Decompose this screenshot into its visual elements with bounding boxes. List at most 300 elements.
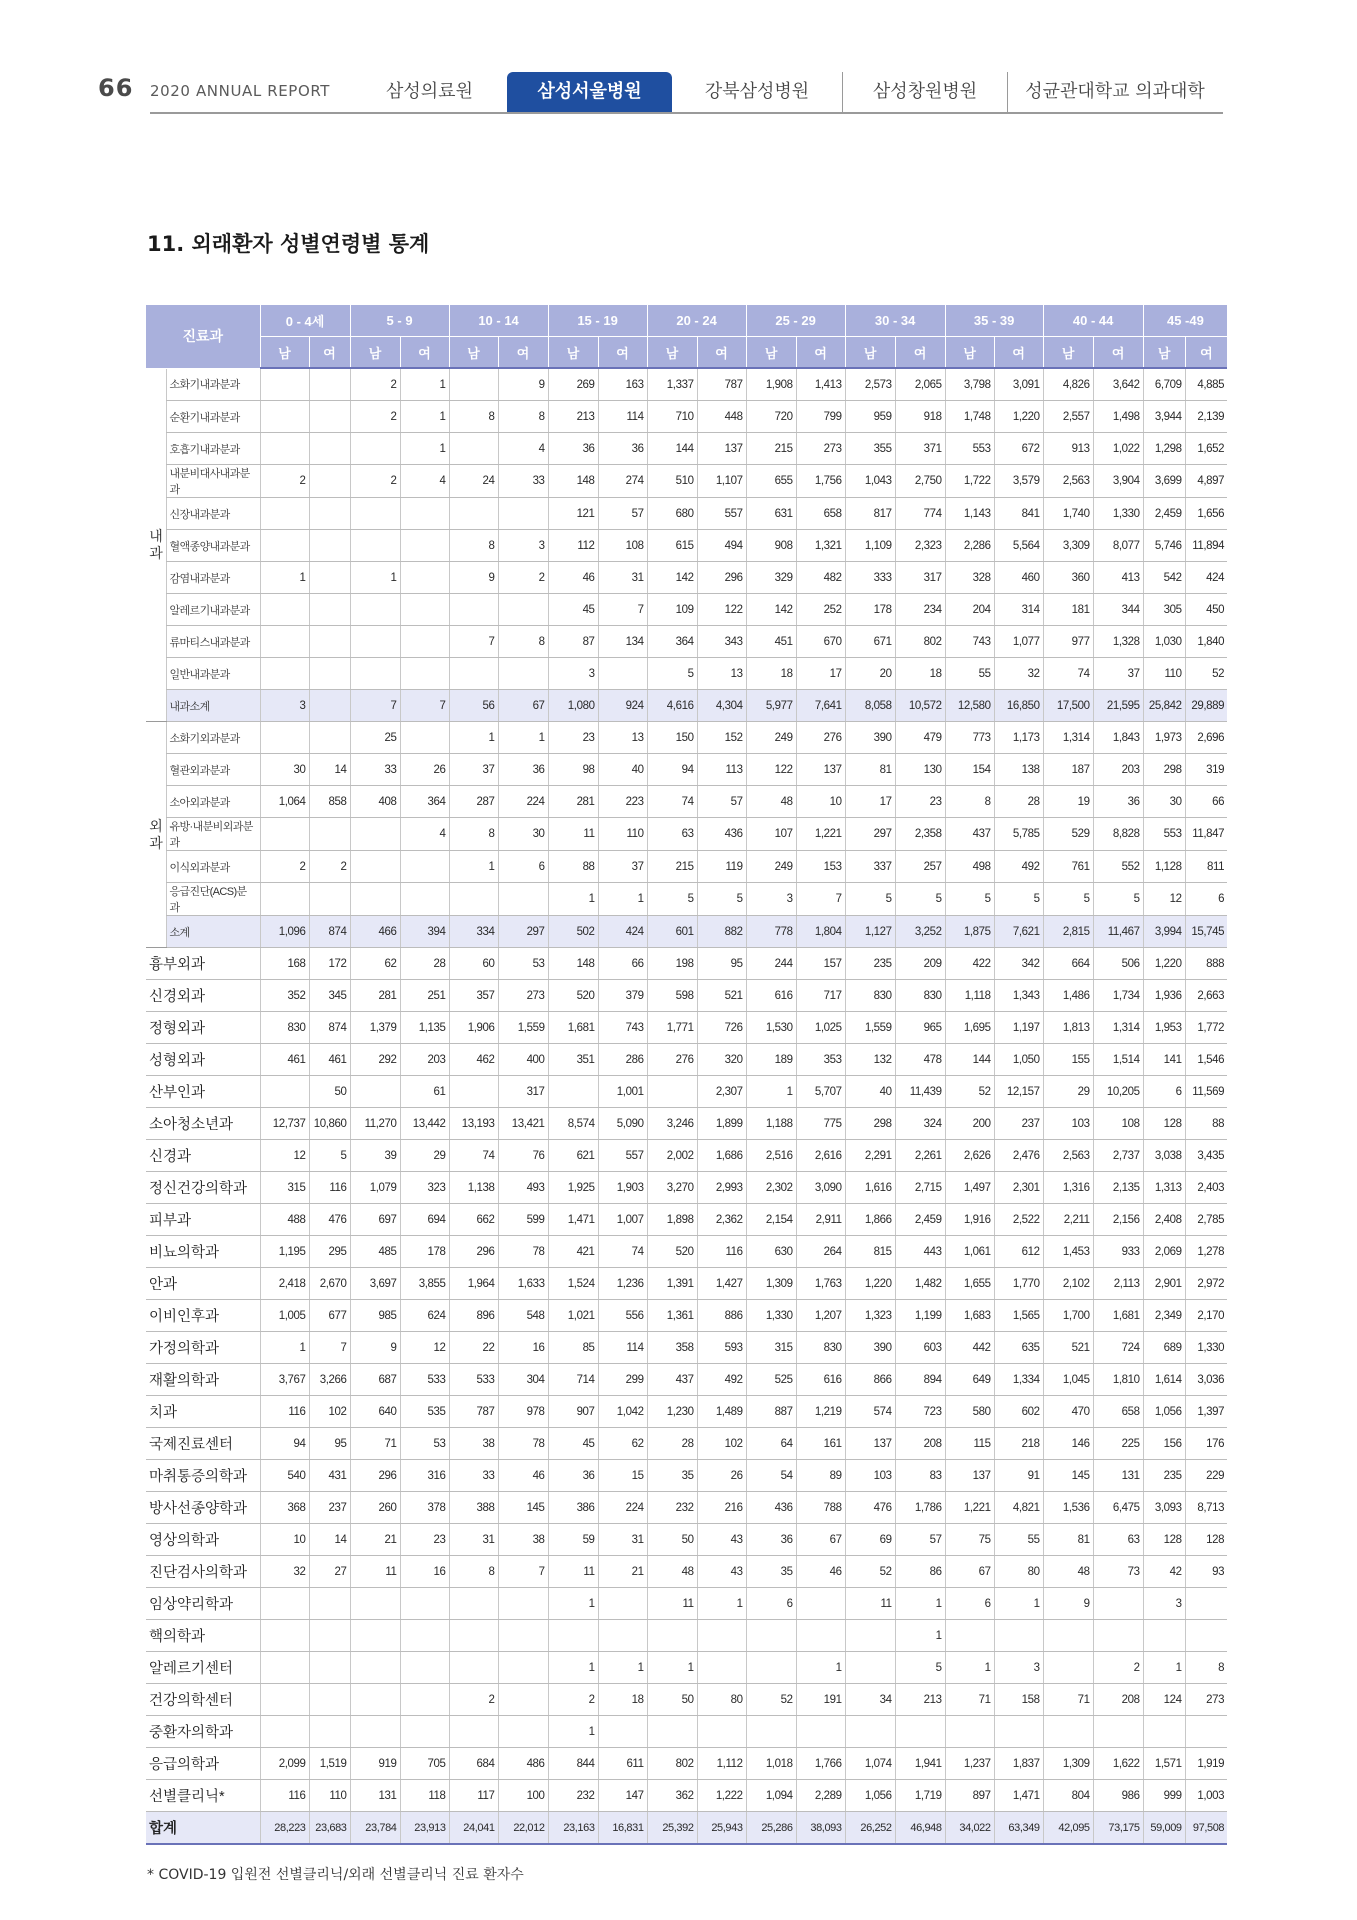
table-cell: 6: [1185, 883, 1227, 916]
table-cell: 4,616: [647, 690, 697, 722]
header-divider: [150, 112, 1223, 114]
department-name: 선별클리닉*: [146, 1780, 260, 1812]
table-cell: 154: [945, 754, 994, 786]
table-cell: [260, 1076, 309, 1108]
table-cell: 141: [1143, 1044, 1185, 1076]
table-cell: [400, 562, 449, 594]
table-cell: 1,941: [895, 1748, 945, 1780]
table-cell: 52: [746, 1684, 796, 1716]
table-cell: 1,022: [1093, 433, 1143, 465]
table-cell: 488: [260, 1204, 309, 1236]
page-header: [0, 0, 1357, 130]
table-cell: 1,219: [796, 1396, 845, 1428]
table-cell: 1,471: [548, 1204, 598, 1236]
table-cell: 2,670: [309, 1268, 350, 1300]
table-cell: 933: [1093, 1236, 1143, 1268]
table-cell: 74: [449, 1140, 498, 1172]
table-cell: 431: [309, 1460, 350, 1492]
table-cell: 1,656: [1185, 498, 1227, 530]
table-cell: 23,913: [400, 1812, 449, 1845]
table-cell: [400, 1716, 449, 1748]
table-cell: 1,043: [845, 465, 895, 498]
table-cell: 15: [598, 1460, 647, 1492]
table-cell: 1,064: [260, 786, 309, 818]
table-cell: 2,737: [1093, 1140, 1143, 1172]
table-cell: 178: [400, 1236, 449, 1268]
table-cell: [309, 594, 350, 626]
table-cell: 388: [449, 1492, 498, 1524]
table-cell: 830: [796, 1332, 845, 1364]
table-cell: 841: [994, 498, 1043, 530]
table-cell: 119: [697, 851, 746, 883]
table-cell: [647, 1620, 697, 1652]
table-cell: 1,195: [260, 1236, 309, 1268]
table-cell: 599: [498, 1204, 548, 1236]
table-cell: [260, 498, 309, 530]
table-cell: 1: [895, 1588, 945, 1620]
table-cell: 8: [449, 1556, 498, 1588]
table-cell: 93: [1185, 1556, 1227, 1588]
table-cell: 273: [498, 980, 548, 1012]
table-cell: 148: [548, 948, 598, 980]
table-cell: 23,163: [548, 1812, 598, 1845]
table-cell: [350, 1588, 400, 1620]
table-cell: 30: [1143, 786, 1185, 818]
table-cell: 161: [796, 1428, 845, 1460]
table-cell: 6,709: [1143, 368, 1185, 401]
table-cell: 787: [449, 1396, 498, 1428]
table-cell: [260, 626, 309, 658]
table-cell: 1,021: [548, 1300, 598, 1332]
table-cell: [260, 818, 309, 851]
table-cell: 342: [994, 948, 1043, 980]
table-cell: [697, 1652, 746, 1684]
table-cell: 778: [746, 916, 796, 948]
table-cell: 3,697: [350, 1268, 400, 1300]
table-cell: 213: [548, 401, 598, 433]
table-cell: 10,572: [895, 690, 945, 722]
table-cell: 705: [400, 1748, 449, 1780]
section-title: 11. 외래환자 성별연령별 통계: [147, 232, 430, 256]
table-row: [146, 1236, 1227, 1268]
table-row: [146, 1524, 1227, 1556]
table-cell: [548, 1076, 598, 1108]
table-cell: 21: [350, 1524, 400, 1556]
table-row: [146, 818, 1227, 851]
table-cell: 743: [945, 626, 994, 658]
table-cell: 918: [895, 401, 945, 433]
table-cell: [1143, 1716, 1185, 1748]
table-cell: 75: [945, 1524, 994, 1556]
table-cell: 1,786: [895, 1492, 945, 1524]
table-cell: [498, 498, 548, 530]
table-cell: 787: [697, 368, 746, 401]
table-cell: 34: [845, 1684, 895, 1716]
table-cell: 36: [498, 754, 548, 786]
table-cell: 521: [1043, 1332, 1093, 1364]
table-cell: 844: [548, 1748, 598, 1780]
table-cell: 23: [400, 1524, 449, 1556]
table-cell: 59,009: [1143, 1812, 1185, 1845]
table-cell: 2,323: [895, 530, 945, 562]
table-cell: 1,843: [1093, 722, 1143, 754]
table-cell: 2,291: [845, 1140, 895, 1172]
column-header-age-group: 35 - 39: [945, 305, 1043, 337]
table-cell: 492: [697, 1364, 746, 1396]
table-cell: 232: [548, 1780, 598, 1812]
table-cell: 88: [548, 851, 598, 883]
subdivision-name: 소화기외과분과: [166, 722, 260, 754]
table-cell: [845, 1652, 895, 1684]
table-cell: 11: [845, 1588, 895, 1620]
table-cell: 113: [697, 754, 746, 786]
table-cell: 1,903: [598, 1172, 647, 1204]
table-cell: 2,002: [647, 1140, 697, 1172]
table-cell: 14: [309, 754, 350, 786]
table-cell: 62: [350, 948, 400, 980]
table-cell: 152: [697, 722, 746, 754]
total-label: 합계: [146, 1812, 260, 1845]
table-cell: 52: [845, 1556, 895, 1588]
table-cell: 1,559: [845, 1012, 895, 1044]
table-cell: 9: [1043, 1588, 1093, 1620]
table-cell: 1,278: [1185, 1236, 1227, 1268]
table-cell: 1,379: [350, 1012, 400, 1044]
table-cell: 9: [449, 562, 498, 594]
column-header-female: 여: [309, 337, 350, 369]
tab-samsung-medical-center[interactable]: 삼성의료원: [386, 81, 473, 102]
table-cell: [449, 1716, 498, 1748]
table-cell: 352: [260, 980, 309, 1012]
table-cell: 874: [309, 916, 350, 948]
table-cell: 1,056: [845, 1780, 895, 1812]
table-cell: 804: [1043, 1780, 1093, 1812]
table-cell: [309, 883, 350, 916]
table-row: [146, 1268, 1227, 1300]
table-cell: 1: [994, 1588, 1043, 1620]
table-cell: [746, 1716, 796, 1748]
table-row: [146, 883, 1227, 916]
table-cell: 235: [845, 948, 895, 980]
table-cell: 2,286: [945, 530, 994, 562]
table-cell: 144: [945, 1044, 994, 1076]
table-cell: 22: [449, 1332, 498, 1364]
table-cell: 2,358: [895, 818, 945, 851]
table-cell: 215: [746, 433, 796, 465]
table-cell: 63,349: [994, 1812, 1043, 1845]
table-cell: 493: [498, 1172, 548, 1204]
table-cell: 379: [598, 980, 647, 1012]
table-cell: 153: [796, 851, 845, 883]
table-cell: 9: [498, 368, 548, 401]
table-cell: 30: [260, 754, 309, 786]
table-cell: 55: [994, 1524, 1043, 1556]
table-cell: 292: [350, 1044, 400, 1076]
table-cell: 1,695: [945, 1012, 994, 1044]
table-cell: [400, 1652, 449, 1684]
table-cell: 7: [449, 626, 498, 658]
table-cell: 1,080: [548, 690, 598, 722]
table-cell: 10,860: [309, 1108, 350, 1140]
table-row: [146, 1364, 1227, 1396]
table-cell: 1,482: [895, 1268, 945, 1300]
tab-kangbuk-samsung-hospital[interactable]: 강북삼성병원: [704, 81, 810, 102]
subdivision-name: 유방·내분비외과분과: [166, 818, 260, 851]
table-cell: 13: [697, 658, 746, 690]
table-cell: 1,298: [1143, 433, 1185, 465]
table-cell: 2,663: [1185, 980, 1227, 1012]
table-cell: 815: [845, 1236, 895, 1268]
table-cell: 269: [548, 368, 598, 401]
table-cell: 150: [647, 722, 697, 754]
table-cell: [260, 368, 309, 401]
table-row: [146, 786, 1227, 818]
table-cell: 6: [498, 851, 548, 883]
table-cell: 1,719: [895, 1780, 945, 1812]
table-cell: [260, 1652, 309, 1684]
table-cell: 224: [598, 1492, 647, 1524]
table-cell: 316: [400, 1460, 449, 1492]
table-cell: [647, 1716, 697, 1748]
footnote: * COVID-19 입원전 선별클리닉/외래 선별클리닉 진료 환자수: [147, 1867, 524, 1883]
table-cell: 95: [697, 948, 746, 980]
table-cell: [260, 722, 309, 754]
table-cell: 3: [548, 658, 598, 690]
table-cell: 460: [994, 562, 1043, 594]
table-cell: 148: [548, 465, 598, 498]
subdivision-name: 이식외과분과: [166, 851, 260, 883]
table-cell: 5: [647, 883, 697, 916]
table-cell: [449, 594, 498, 626]
table-cell: 2: [449, 1684, 498, 1716]
table-cell: [1043, 1716, 1093, 1748]
table-cell: 52: [1185, 658, 1227, 690]
table-cell: 371: [895, 433, 945, 465]
column-header-male: 남: [845, 337, 895, 369]
table-cell: 6,475: [1093, 1492, 1143, 1524]
department-name: 치과: [146, 1396, 260, 1428]
table-cell: [260, 658, 309, 690]
table-cell: [309, 465, 350, 498]
table-cell: 295: [309, 1236, 350, 1268]
table-cell: 145: [498, 1492, 548, 1524]
table-cell: 178: [845, 594, 895, 626]
table-cell: 66: [598, 948, 647, 980]
table-cell: 24,041: [449, 1812, 498, 1845]
tab-skku-medical-school[interactable]: 성균관대학교 의과대학: [1007, 72, 1222, 112]
table-cell: [309, 1588, 350, 1620]
table-cell: 919: [350, 1748, 400, 1780]
table-cell: 89: [796, 1460, 845, 1492]
column-header-male: 남: [647, 337, 697, 369]
table-cell: 1,770: [994, 1268, 1043, 1300]
table-cell: 7,621: [994, 916, 1043, 948]
table-cell: 10: [796, 786, 845, 818]
table-cell: 81: [845, 754, 895, 786]
table-cell: 1: [1143, 1652, 1185, 1684]
table-cell: 664: [1043, 948, 1093, 980]
table-cell: 482: [796, 562, 845, 594]
table-cell: 337: [845, 851, 895, 883]
table-cell: 50: [647, 1524, 697, 1556]
table-cell: 36: [746, 1524, 796, 1556]
table-cell: 1,919: [1185, 1748, 1227, 1780]
department-name: 신경외과: [146, 980, 260, 1012]
table-cell: 229: [1185, 1460, 1227, 1492]
table-cell: [498, 1684, 548, 1716]
subtotal-row: [146, 690, 1227, 722]
table-cell: 157: [796, 948, 845, 980]
table-cell: 1: [400, 368, 449, 401]
table-cell: 443: [895, 1236, 945, 1268]
table-cell: 1,908: [746, 368, 796, 401]
table-cell: 5: [895, 1652, 945, 1684]
table-cell: 462: [449, 1044, 498, 1076]
table-cell: 1,018: [746, 1748, 796, 1780]
table-row: [146, 1620, 1227, 1652]
table-cell: 502: [548, 916, 598, 948]
table-cell: 533: [400, 1364, 449, 1396]
table-cell: 680: [647, 498, 697, 530]
table-cell: 362: [647, 1780, 697, 1812]
table-cell: 32: [994, 658, 1043, 690]
table-cell: [400, 851, 449, 883]
table-cell: 80: [994, 1556, 1043, 1588]
tab-samsung-seoul-hospital[interactable]: 삼성서울병원: [507, 72, 672, 112]
table-cell: 882: [697, 916, 746, 948]
table-cell: 5,707: [796, 1076, 845, 1108]
table-cell: 116: [697, 1236, 746, 1268]
table-cell: 304: [498, 1364, 548, 1396]
table-cell: 1,056: [1143, 1396, 1185, 1428]
table-cell: 710: [647, 401, 697, 433]
table-cell: 351: [548, 1044, 598, 1076]
table-cell: 102: [697, 1428, 746, 1460]
table-cell: 203: [400, 1044, 449, 1076]
table-cell: [400, 1684, 449, 1716]
table-cell: 224: [498, 786, 548, 818]
table-cell: 1,453: [1043, 1236, 1093, 1268]
table-cell: 1,074: [845, 1748, 895, 1780]
table-cell: 1,045: [1043, 1364, 1093, 1396]
table-cell: [1093, 1716, 1143, 1748]
table-cell: 1: [598, 1652, 647, 1684]
table-cell: 1: [260, 562, 309, 594]
table-cell: 1,536: [1043, 1492, 1093, 1524]
table-cell: 328: [945, 562, 994, 594]
table-cell: 6: [945, 1588, 994, 1620]
table-cell: 4,885: [1185, 368, 1227, 401]
table-cell: 887: [746, 1396, 796, 1428]
table-cell: 276: [796, 722, 845, 754]
table-row: [146, 1460, 1227, 1492]
table-cell: 1: [746, 1076, 796, 1108]
table-cell: 1,030: [1143, 626, 1185, 658]
department-name: 신경과: [146, 1140, 260, 1172]
table-cell: 73: [1093, 1556, 1143, 1588]
table-cell: [449, 1076, 498, 1108]
column-header-department: 진료과: [146, 305, 260, 368]
subdivision-name: 호흡기내과분과: [166, 433, 260, 465]
table-cell: 8,828: [1093, 818, 1143, 851]
table-cell: 298: [1143, 754, 1185, 786]
department-name: 알레르기센터: [146, 1652, 260, 1684]
table-cell: 91: [994, 1460, 1043, 1492]
table-cell: 924: [598, 690, 647, 722]
table-cell: 71: [350, 1428, 400, 1460]
subdivision-name: 감염내과분과: [166, 562, 260, 594]
table-cell: 11,894: [1185, 530, 1227, 562]
table-cell: 333: [845, 562, 895, 594]
table-cell: 66: [1185, 786, 1227, 818]
table-cell: [796, 1588, 845, 1620]
table-cell: 7: [598, 594, 647, 626]
table-cell: 386: [548, 1492, 598, 1524]
table-cell: 2,139: [1185, 401, 1227, 433]
table-cell: 5,785: [994, 818, 1043, 851]
table-cell: 1,633: [498, 1268, 548, 1300]
table-cell: 1,138: [449, 1172, 498, 1204]
table-cell: 40: [598, 754, 647, 786]
table-cell: 2: [1093, 1652, 1143, 1684]
table-cell: 46: [498, 1460, 548, 1492]
table-cell: 2: [548, 1684, 598, 1716]
table-cell: 7,641: [796, 690, 845, 722]
table-cell: 218: [994, 1428, 1043, 1460]
table-row: [146, 1108, 1227, 1140]
table-cell: 548: [498, 1300, 548, 1332]
table-cell: 128: [1143, 1108, 1185, 1140]
table-cell: [400, 594, 449, 626]
table-cell: 1,763: [796, 1268, 845, 1300]
table-cell: 343: [697, 626, 746, 658]
table-cell: 319: [1185, 754, 1227, 786]
table-cell: 1,135: [400, 1012, 449, 1044]
table-cell: 128: [1143, 1524, 1185, 1556]
table-cell: [309, 401, 350, 433]
table-cell: 535: [400, 1396, 449, 1428]
table-cell: 908: [746, 530, 796, 562]
table-cell: 24: [449, 465, 498, 498]
table-cell: 26: [697, 1460, 746, 1492]
table-cell: 3: [1143, 1588, 1185, 1620]
table-cell: 176: [1185, 1428, 1227, 1460]
table-cell: 8,713: [1185, 1492, 1227, 1524]
table-cell: 7: [498, 1556, 548, 1588]
table-cell: 2,156: [1093, 1204, 1143, 1236]
group-label: [146, 368, 166, 722]
table-cell: 802: [647, 1748, 697, 1780]
table-cell: [260, 594, 309, 626]
table-cell: 1,343: [994, 980, 1043, 1012]
column-header-age-group: 20 - 24: [647, 305, 746, 337]
table-cell: 317: [498, 1076, 548, 1108]
table-cell: 38: [449, 1428, 498, 1460]
table-cell: 1,050: [994, 1044, 1043, 1076]
table-cell: 7: [796, 883, 845, 916]
table-cell: 1,220: [1143, 948, 1185, 980]
table-cell: 11: [647, 1588, 697, 1620]
department-name: 진단검사의학과: [146, 1556, 260, 1588]
table-cell: 163: [598, 368, 647, 401]
table-row: [146, 1044, 1227, 1076]
table-cell: 35: [647, 1460, 697, 1492]
table-cell: 8: [498, 626, 548, 658]
table-cell: 1,391: [647, 1268, 697, 1300]
tab-samsung-changwon-hospital[interactable]: 삼성창원병원: [842, 72, 1007, 112]
table-cell: 323: [400, 1172, 449, 1204]
table-cell: 46,948: [895, 1812, 945, 1845]
